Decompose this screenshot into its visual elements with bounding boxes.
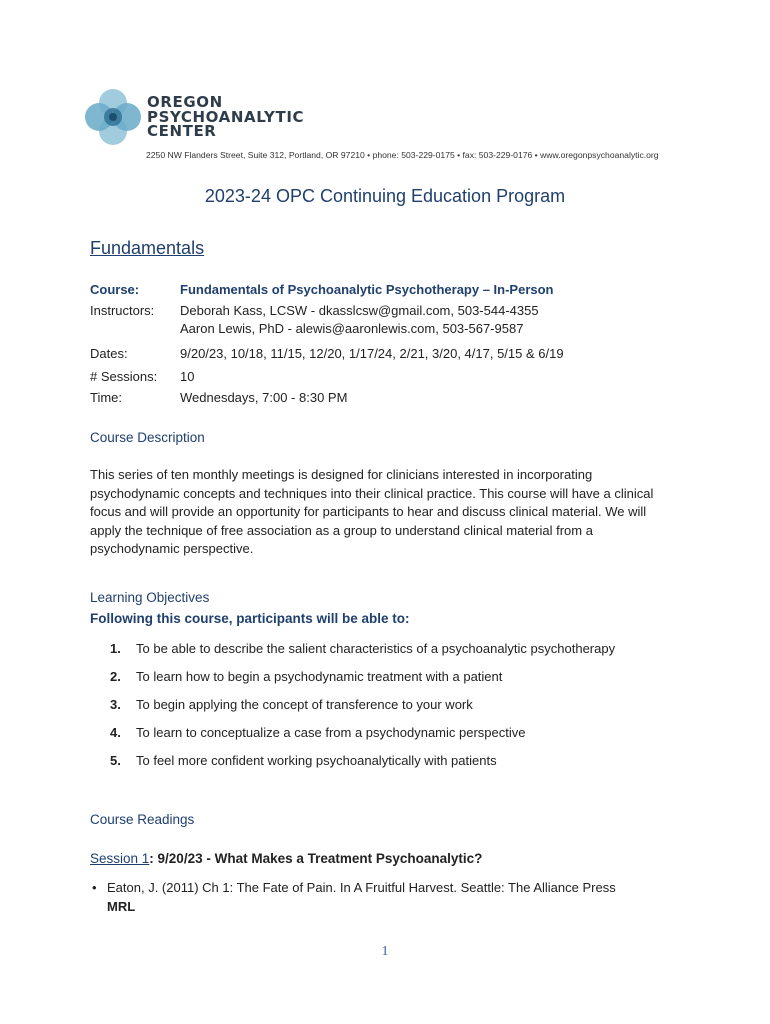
time-label: Time:	[90, 390, 123, 405]
objective-number: 3.	[110, 697, 121, 712]
session-title: : 9/20/23 - What Makes a Treatment Psychoanalytic?	[149, 851, 483, 866]
objectives-intro: Following this course, participants will be able to:	[90, 611, 410, 626]
objective-text: To learn how to begin a psychodynamic treatment with a patient	[136, 669, 503, 684]
sessions-label: # Sessions:	[90, 369, 158, 384]
org-name	[147, 95, 304, 139]
objective-text: To learn to conceptualize a case from a psychodynamic perspective	[136, 725, 526, 740]
objective-text: To feel more confident working psychoanalytically with patients	[136, 753, 497, 768]
reading-item: Eaton, J. (2011) Ch 1: The Fate of Pain. In A Fruitful Harvest. Seattle: The Alliance Press	[107, 880, 616, 895]
org-name-line1: OREGON	[147, 93, 223, 111]
sessions-value: 10	[180, 369, 195, 384]
description-heading: Course Description	[90, 430, 205, 445]
session-heading	[90, 851, 482, 866]
dates-label: Dates:	[90, 346, 128, 361]
course-label: Course:	[90, 282, 140, 297]
description-text: This series of ten monthly meetings is designed for clinicians interested in incorporating psychodynamic concepts and techniques into their clinical practice. This course will have a clinical focus and will provide an opportunity for participants to hear and discuss clinical material. We will apply the technique of free association as a group to understand clinical material from a psychodynamic perspective.	[90, 467, 654, 557]
dates-value: 9/20/23, 10/18, 11/15, 12/20, 1/17/24, 2/21, 3/20, 4/17, 5/15 & 6/19	[180, 346, 564, 361]
org-address: 2250 NW Flanders Street, Suite 312, Portland, OR 97210 • phone: 503-229-0175 • fax: 503-229-0176 • www.oregonpsychoanalytic.org	[146, 150, 659, 160]
objective-number: 1.	[110, 641, 121, 656]
page-number: 1	[381, 944, 389, 959]
instructors-label: Instructors:	[90, 303, 155, 318]
objective-number: 5.	[110, 753, 121, 768]
bullet-icon: •	[92, 880, 97, 895]
instructor-2: Aaron Lewis, PhD - alewis@aaronlewis.com, 503-567-9587	[180, 321, 524, 336]
time-value: Wednesdays, 7:00 - 8:30 PM	[180, 390, 348, 405]
org-name-line3: CENTER	[147, 122, 217, 140]
readings-heading: Course Readings	[90, 812, 195, 827]
opc-logo-icon	[84, 88, 142, 146]
session-link[interactable]: Session 1	[90, 851, 150, 866]
reading-tag: MRL	[107, 899, 136, 914]
objectives-heading: Learning Objectives	[90, 590, 210, 605]
section-title: Fundamentals	[90, 238, 205, 258]
course-value: Fundamentals of Psychoanalytic Psychotherapy – In-Person	[180, 282, 554, 297]
org-name-line2: PSYCHOANALYTIC	[147, 107, 305, 126]
objective-text: To begin applying the concept of transference to your work	[136, 697, 473, 712]
instructor-1: Deborah Kass, LCSW - dkasslcsw@gmail.com, 503-544-4355	[180, 303, 539, 318]
page-title: 2023-24 OPC Continuing Education Program	[204, 186, 566, 206]
objective-number: 4.	[110, 725, 121, 740]
objective-number: 2.	[110, 669, 121, 684]
objective-text: To be able to describe the salient characteristics of a psychoanalytic psychotherapy	[136, 641, 616, 656]
